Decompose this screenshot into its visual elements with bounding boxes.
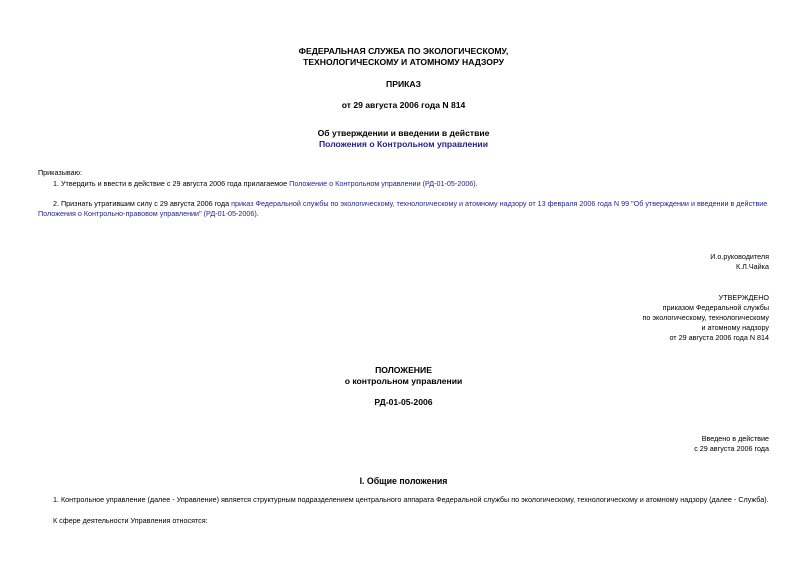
effective-line-1: Введено в действие xyxy=(701,434,769,443)
regulation-title: ПОЛОЖЕНИЕ xyxy=(375,365,432,375)
order-item-2-end: . xyxy=(256,209,259,218)
signature-name: К.Л.Чайка xyxy=(735,262,769,271)
approval-line-4: и атомному надзору xyxy=(701,323,769,332)
effective-line-2: с 29 августа 2006 года xyxy=(694,444,769,453)
section-1-para-1: 1. Контрольное управление (далее - Управление) является структурным подразделением центрального аппарата Федеральной службы по экологическому, технологическому и атомному надзору (далее - Служба). xyxy=(53,495,769,504)
order-item-1 xyxy=(38,179,770,189)
section-1-heading: I. Общие положения xyxy=(359,476,448,486)
agency-name-line2: ТЕХНОЛОГИЧЕСКОМУ И АТОМНОМУ НАДЗОРУ xyxy=(303,57,504,67)
order-item-1-end: . xyxy=(475,179,478,188)
approval-line-1: УТВЕРЖДЕНО xyxy=(718,293,769,302)
approval-line-5: от 29 августа 2006 года N 814 xyxy=(669,333,769,342)
order-intro: Приказываю: xyxy=(38,168,82,177)
regulation-link[interactable]: Положение о Контрольном управлении (РД-01-05-2006) xyxy=(289,179,476,188)
regulation-subtitle: о контрольном управлении xyxy=(344,376,463,386)
document-type: ПРИКАЗ xyxy=(386,79,421,89)
approval-line-3: по экологическому, технологическому xyxy=(642,313,769,322)
document-subject-link[interactable]: Положения о Контрольном управлении xyxy=(318,139,488,149)
approval-line-2: приказом Федеральной службы xyxy=(662,303,769,312)
repealed-order-link[interactable]: приказ Федеральной службы по экологическому, технологическому и атомному надзору от 13 февраля 2006 года N 99 "Об утверждении и введении в действие Положения о Контрольно-правовом управлении" (РД-01-05-2006) xyxy=(38,199,768,218)
order-item-1-text: 1. Утвердить и ввести в действие с 29 августа 2006 года прилагаемое xyxy=(53,179,290,188)
document-date-number: от 29 августа 2006 года N 814 xyxy=(341,100,466,110)
order-item-2 xyxy=(38,199,770,219)
order-item-2-text: 2. Признать утратившим силу с 29 августа 2006 года xyxy=(53,199,232,208)
section-1-para-2: К сфере деятельности Управления относятся: xyxy=(53,516,208,525)
document-subject-line1: Об утверждении и введении в действие xyxy=(317,128,490,138)
regulation-code: РД-01-05-2006 xyxy=(374,397,433,407)
signature-title: И.о.руководителя xyxy=(710,252,769,261)
agency-name-line1: ФЕДЕРАЛЬНАЯ СЛУЖБА ПО ЭКОЛОГИЧЕСКОМУ, xyxy=(298,46,509,56)
